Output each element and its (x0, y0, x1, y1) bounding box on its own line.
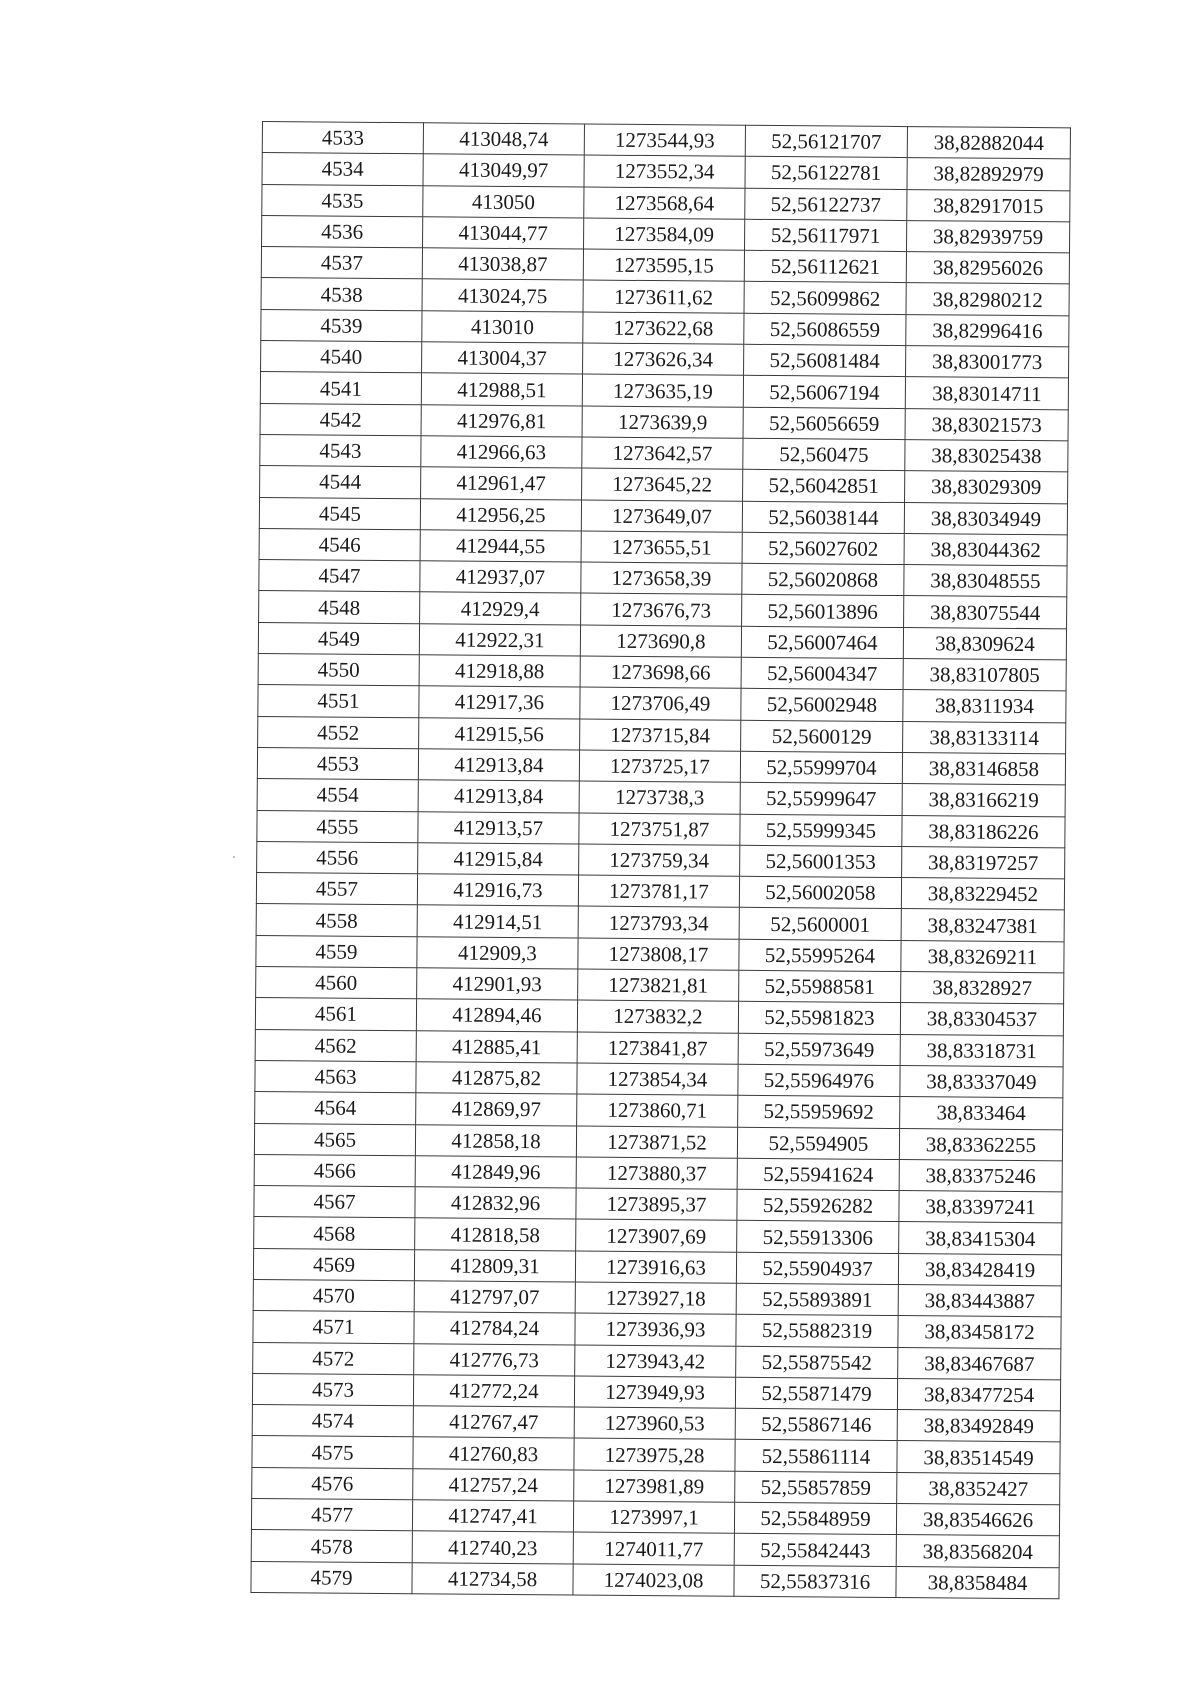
x-coordinate-cell: 412976,81 (421, 404, 582, 437)
x-coordinate-cell: 412913,84 (418, 780, 579, 813)
longitude-cell: 38,83247381 (901, 909, 1064, 942)
latitude-cell: 52,55959692 (738, 1095, 900, 1128)
latitude-cell: 52,56020868 (742, 563, 904, 596)
longitude-cell: 38,83415304 (899, 1222, 1062, 1255)
x-coordinate-cell: 412797,07 (414, 1281, 575, 1314)
latitude-cell: 52,55882319 (736, 1315, 898, 1348)
longitude-cell: 38,83186226 (902, 815, 1065, 848)
point-number-cell: 4547 (259, 560, 420, 593)
x-coordinate-cell: 412916,73 (417, 874, 578, 907)
y-coordinate-cell: 1273927,18 (575, 1282, 736, 1315)
longitude-cell: 38,83044362 (904, 533, 1067, 566)
x-coordinate-cell: 412918,88 (419, 655, 580, 688)
point-number-cell: 4554 (257, 779, 418, 812)
latitude-cell: 52,55837316 (734, 1565, 896, 1598)
longitude-cell: 38,83269211 (901, 940, 1064, 973)
x-coordinate-cell: 412894,46 (416, 999, 577, 1032)
latitude-cell: 52,56086559 (744, 313, 906, 346)
latitude-cell: 52,55926282 (737, 1189, 899, 1222)
latitude-cell: 52,56122781 (745, 157, 907, 190)
y-coordinate-cell: 1273832,2 (577, 1000, 738, 1033)
x-coordinate-cell: 412917,36 (419, 686, 580, 719)
longitude-cell: 38,83318731 (900, 1034, 1063, 1067)
y-coordinate-cell: 1273655,51 (581, 531, 742, 564)
point-number-cell: 4577 (251, 1499, 412, 1532)
latitude-cell: 52,55842443 (734, 1534, 896, 1567)
longitude-cell: 38,83304537 (900, 1003, 1063, 1036)
point-number-cell: 4560 (256, 966, 417, 999)
y-coordinate-cell: 1273649,07 (581, 500, 742, 533)
longitude-cell: 38,83075544 (904, 596, 1067, 629)
y-coordinate-cell: 1274023,08 (573, 1564, 734, 1597)
longitude-cell: 38,8358484 (896, 1566, 1059, 1599)
longitude-cell: 38,83014711 (905, 377, 1068, 410)
x-coordinate-cell: 412901,93 (417, 968, 578, 1001)
latitude-cell: 52,55988581 (739, 970, 901, 1003)
y-coordinate-cell: 1273635,19 (582, 374, 743, 407)
latitude-cell: 52,55857859 (735, 1471, 897, 1504)
longitude-cell: 38,82917015 (907, 189, 1070, 222)
longitude-cell: 38,83048555 (904, 565, 1067, 598)
latitude-cell: 52,560475 (743, 438, 905, 471)
x-coordinate-cell: 413004,37 (422, 342, 583, 375)
x-coordinate-cell: 412922,31 (419, 624, 580, 657)
point-number-cell: 4552 (258, 716, 419, 749)
longitude-cell: 38,83029309 (905, 471, 1068, 504)
x-coordinate-cell: 413010 (422, 311, 583, 344)
latitude-cell: 52,55893891 (736, 1283, 898, 1316)
x-coordinate-cell: 412929,4 (420, 592, 581, 625)
x-coordinate-cell: 413049,97 (423, 154, 584, 187)
y-coordinate-cell: 1273759,34 (579, 844, 740, 877)
longitude-cell: 38,83133114 (903, 721, 1066, 754)
x-coordinate-cell: 412915,84 (418, 843, 579, 876)
point-number-cell: 4568 (254, 1217, 415, 1250)
longitude-cell: 38,82956026 (906, 252, 1069, 285)
point-number-cell: 4548 (259, 591, 420, 624)
y-coordinate-cell: 1273690,8 (580, 625, 741, 658)
longitude-cell: 38,83458172 (898, 1316, 1061, 1349)
y-coordinate-cell: 1273568,64 (584, 187, 745, 220)
longitude-cell: 38,83001773 (906, 346, 1069, 379)
x-coordinate-cell: 412760,83 (413, 1437, 574, 1470)
longitude-cell: 38,8309624 (903, 627, 1066, 660)
latitude-cell: 52,56121707 (745, 125, 907, 158)
latitude-cell: 52,55848959 (734, 1502, 896, 1535)
point-number-cell: 4569 (253, 1248, 414, 1281)
longitude-cell: 38,83443887 (898, 1285, 1061, 1318)
point-number-cell: 4538 (261, 278, 422, 311)
point-number-cell: 4544 (260, 466, 421, 499)
longitude-cell: 38,83146858 (902, 752, 1065, 785)
x-coordinate-cell: 412914,51 (417, 905, 578, 938)
latitude-cell: 52,56122737 (745, 188, 907, 221)
latitude-cell: 52,56007464 (741, 626, 903, 659)
y-coordinate-cell: 1273936,93 (575, 1313, 736, 1346)
x-coordinate-cell: 412913,57 (418, 811, 579, 844)
latitude-cell: 52,56099862 (744, 282, 906, 315)
point-number-cell: 4536 (262, 215, 423, 248)
x-coordinate-cell: 413024,75 (422, 279, 583, 312)
latitude-cell: 52,55875542 (736, 1346, 898, 1379)
longitude-cell: 38,8328927 (901, 972, 1064, 1005)
x-coordinate-cell: 413048,74 (423, 123, 584, 156)
longitude-cell: 38,83229452 (901, 878, 1064, 911)
latitude-cell: 52,55867146 (735, 1408, 897, 1441)
x-coordinate-cell: 412849,96 (415, 1156, 576, 1189)
point-number-cell: 4559 (256, 935, 417, 968)
latitude-cell: 52,55973649 (738, 1033, 900, 1066)
longitude-cell: 38,83568204 (896, 1535, 1059, 1568)
x-coordinate-cell: 412734,58 (412, 1562, 573, 1595)
longitude-cell: 38,83375246 (899, 1159, 1062, 1192)
y-coordinate-cell: 1273738,3 (579, 781, 740, 814)
longitude-cell: 38,83197257 (902, 846, 1065, 879)
latitude-cell: 52,56002948 (741, 689, 903, 722)
x-coordinate-cell: 413038,87 (422, 248, 583, 281)
y-coordinate-cell: 1273706,49 (580, 687, 741, 720)
x-coordinate-cell: 412772,24 (413, 1375, 574, 1408)
longitude-cell: 38,83021573 (905, 408, 1068, 441)
longitude-cell: 38,82892979 (907, 158, 1070, 191)
y-coordinate-cell: 1273751,87 (579, 813, 740, 846)
latitude-cell: 52,55999704 (740, 751, 902, 784)
point-number-cell: 4567 (254, 1186, 415, 1219)
point-number-cell: 4573 (252, 1373, 413, 1406)
latitude-cell: 52,56081484 (744, 344, 906, 377)
point-number-cell: 4535 (262, 184, 423, 217)
point-number-cell: 4551 (258, 685, 419, 718)
y-coordinate-cell: 1273781,17 (578, 875, 739, 908)
point-number-cell: 4562 (255, 1029, 416, 1062)
longitude-cell: 38,82980212 (906, 283, 1069, 316)
x-coordinate-cell: 412988,51 (421, 373, 582, 406)
latitude-cell: 52,56038144 (742, 501, 904, 534)
longitude-cell: 38,83025438 (905, 440, 1068, 473)
latitude-cell: 52,56117971 (744, 219, 906, 252)
y-coordinate-cell: 1273841,87 (577, 1032, 738, 1065)
table-row (251, 1561, 1059, 1599)
y-coordinate-cell: 1273821,81 (578, 969, 739, 1002)
y-coordinate-cell: 1273676,73 (581, 593, 742, 626)
longitude-cell: 38,82996416 (906, 314, 1069, 347)
y-coordinate-cell: 1273808,17 (578, 938, 739, 971)
latitude-cell: 52,5594905 (737, 1127, 899, 1160)
latitude-cell: 52,5600129 (741, 720, 903, 753)
longitude-cell: 38,82939759 (906, 220, 1069, 253)
point-number-cell: 4578 (251, 1530, 412, 1563)
point-number-cell: 4543 (260, 434, 421, 467)
latitude-cell: 52,56004347 (741, 657, 903, 690)
latitude-cell: 52,55999647 (740, 783, 902, 816)
latitude-cell: 52,56002058 (739, 876, 901, 909)
y-coordinate-cell: 1273907,69 (576, 1219, 737, 1252)
point-number-cell: 4570 (253, 1279, 414, 1312)
point-number-cell: 4545 (259, 497, 420, 530)
point-number-cell: 4563 (255, 1060, 416, 1093)
latitude-cell: 52,56042851 (743, 470, 905, 503)
y-coordinate-cell: 1273975,28 (574, 1438, 735, 1471)
y-coordinate-cell: 1273981,89 (574, 1470, 735, 1503)
y-coordinate-cell: 1273916,63 (575, 1251, 736, 1284)
x-coordinate-cell: 412784,24 (414, 1312, 575, 1345)
x-coordinate-cell: 412757,24 (413, 1468, 574, 1501)
point-number-cell: 4540 (261, 341, 422, 374)
x-coordinate-cell: 412767,47 (413, 1406, 574, 1439)
longitude-cell: 38,83362255 (899, 1128, 1062, 1161)
coordinates-table (250, 121, 1071, 1599)
latitude-cell: 52,56056659 (743, 407, 905, 440)
longitude-cell: 38,83397241 (899, 1191, 1062, 1224)
longitude-cell: 38,8352427 (897, 1472, 1060, 1505)
x-coordinate-cell: 412937,07 (420, 561, 581, 594)
point-number-cell: 4541 (260, 372, 421, 405)
longitude-cell: 38,83428419 (898, 1253, 1061, 1286)
point-number-cell: 4542 (260, 403, 421, 436)
latitude-cell: 52,56001353 (740, 845, 902, 878)
y-coordinate-cell: 1273658,39 (581, 562, 742, 595)
longitude-cell: 38,833464 (900, 1097, 1063, 1130)
point-number-cell: 4556 (257, 841, 418, 874)
point-number-cell: 4561 (255, 998, 416, 1031)
longitude-cell: 38,83467687 (898, 1347, 1061, 1380)
x-coordinate-cell: 412885,41 (416, 1030, 577, 1063)
y-coordinate-cell: 1274011,77 (573, 1532, 734, 1565)
x-coordinate-cell: 412944,55 (420, 530, 581, 563)
x-coordinate-cell: 412961,47 (421, 467, 582, 500)
longitude-cell: 38,82882044 (907, 127, 1070, 160)
y-coordinate-cell: 1273949,93 (574, 1376, 735, 1409)
y-coordinate-cell: 1273544,93 (584, 124, 745, 157)
latitude-cell: 52,55861114 (735, 1440, 897, 1473)
y-coordinate-cell: 1273871,52 (576, 1126, 737, 1159)
point-number-cell: 4549 (258, 622, 419, 655)
longitude-cell: 38,83107805 (903, 659, 1066, 692)
x-coordinate-cell: 412776,73 (414, 1343, 575, 1376)
latitude-cell: 52,55995264 (739, 939, 901, 972)
point-number-cell: 4564 (255, 1092, 416, 1125)
point-number-cell: 4553 (257, 747, 418, 780)
longitude-cell: 38,83477254 (897, 1378, 1060, 1411)
longitude-cell: 38,8311934 (903, 690, 1066, 723)
longitude-cell: 38,83546626 (896, 1504, 1059, 1537)
point-number-cell: 4571 (253, 1311, 414, 1344)
y-coordinate-cell: 1273622,68 (583, 312, 744, 345)
x-coordinate-cell: 412915,56 (419, 717, 580, 750)
point-number-cell: 4572 (253, 1342, 414, 1375)
y-coordinate-cell: 1273793,34 (578, 906, 739, 939)
x-coordinate-cell: 412909,3 (417, 936, 578, 969)
y-coordinate-cell: 1273997,1 (573, 1501, 734, 1534)
y-coordinate-cell: 1273854,34 (577, 1063, 738, 1096)
y-coordinate-cell: 1273642,57 (582, 437, 743, 470)
x-coordinate-cell: 412966,63 (421, 436, 582, 469)
point-number-cell: 4575 (252, 1436, 413, 1469)
y-coordinate-cell: 1273611,62 (583, 281, 744, 314)
point-number-cell: 4576 (252, 1467, 413, 1500)
longitude-cell: 38,83514549 (897, 1441, 1060, 1474)
latitude-cell: 52,55904937 (736, 1252, 898, 1285)
y-coordinate-cell: 1273860,71 (577, 1094, 738, 1127)
scan-speck (233, 856, 235, 858)
y-coordinate-cell: 1273626,34 (583, 343, 744, 376)
y-coordinate-cell: 1273552,34 (584, 155, 745, 188)
y-coordinate-cell: 1273725,17 (579, 750, 740, 783)
x-coordinate-cell: 412809,31 (414, 1249, 575, 1282)
x-coordinate-cell: 412858,18 (415, 1124, 576, 1157)
coordinates-table-body (251, 122, 1071, 1599)
x-coordinate-cell: 412832,96 (415, 1187, 576, 1220)
x-coordinate-cell: 412956,25 (420, 498, 581, 531)
longitude-cell: 38,83166219 (902, 784, 1065, 817)
y-coordinate-cell: 1273639,9 (582, 406, 743, 439)
latitude-cell: 52,56027602 (742, 532, 904, 565)
x-coordinate-cell: 412913,84 (418, 749, 579, 782)
point-number-cell: 4574 (252, 1405, 413, 1438)
latitude-cell: 52,56067194 (743, 376, 905, 409)
point-number-cell: 4550 (258, 654, 419, 687)
latitude-cell: 52,5600001 (739, 908, 901, 941)
x-coordinate-cell: 413050 (423, 185, 584, 218)
x-coordinate-cell: 412747,41 (412, 1500, 573, 1533)
y-coordinate-cell: 1273715,84 (580, 719, 741, 752)
longitude-cell: 38,83492849 (897, 1410, 1060, 1443)
point-number-cell: 4579 (251, 1561, 412, 1594)
x-coordinate-cell: 412875,82 (416, 1062, 577, 1095)
point-number-cell: 4565 (254, 1123, 415, 1156)
y-coordinate-cell: 1273584,09 (584, 218, 745, 251)
point-number-cell: 4534 (262, 153, 423, 186)
longitude-cell: 38,83337049 (900, 1065, 1063, 1098)
x-coordinate-cell: 413044,77 (423, 217, 584, 250)
latitude-cell: 52,56112621 (744, 250, 906, 283)
point-number-cell: 4555 (257, 810, 418, 843)
y-coordinate-cell: 1273880,37 (576, 1157, 737, 1190)
x-coordinate-cell: 412740,23 (412, 1531, 573, 1564)
latitude-cell: 52,55981823 (738, 1002, 900, 1035)
latitude-cell: 52,55871479 (735, 1377, 897, 1410)
point-number-cell: 4539 (261, 309, 422, 342)
latitude-cell: 52,55999345 (740, 814, 902, 847)
point-number-cell: 4537 (261, 247, 422, 280)
point-number-cell: 4557 (256, 873, 417, 906)
point-number-cell: 4566 (254, 1154, 415, 1187)
x-coordinate-cell: 412818,58 (415, 1218, 576, 1251)
x-coordinate-cell: 412869,97 (416, 1093, 577, 1126)
longitude-cell: 38,83034949 (904, 502, 1067, 535)
latitude-cell: 52,55964976 (738, 1064, 900, 1097)
y-coordinate-cell: 1273895,37 (576, 1188, 737, 1221)
y-coordinate-cell: 1273698,66 (580, 656, 741, 689)
point-number-cell: 4558 (256, 904, 417, 937)
latitude-cell: 52,56013896 (742, 595, 904, 628)
latitude-cell: 52,55913306 (737, 1221, 899, 1254)
latitude-cell: 52,55941624 (737, 1158, 899, 1191)
y-coordinate-cell: 1273960,53 (574, 1407, 735, 1440)
point-number-cell: 4546 (259, 528, 420, 561)
y-coordinate-cell: 1273645,22 (582, 468, 743, 501)
y-coordinate-cell: 1273943,42 (575, 1345, 736, 1378)
y-coordinate-cell: 1273595,15 (583, 249, 744, 282)
point-number-cell: 4533 (262, 122, 423, 155)
